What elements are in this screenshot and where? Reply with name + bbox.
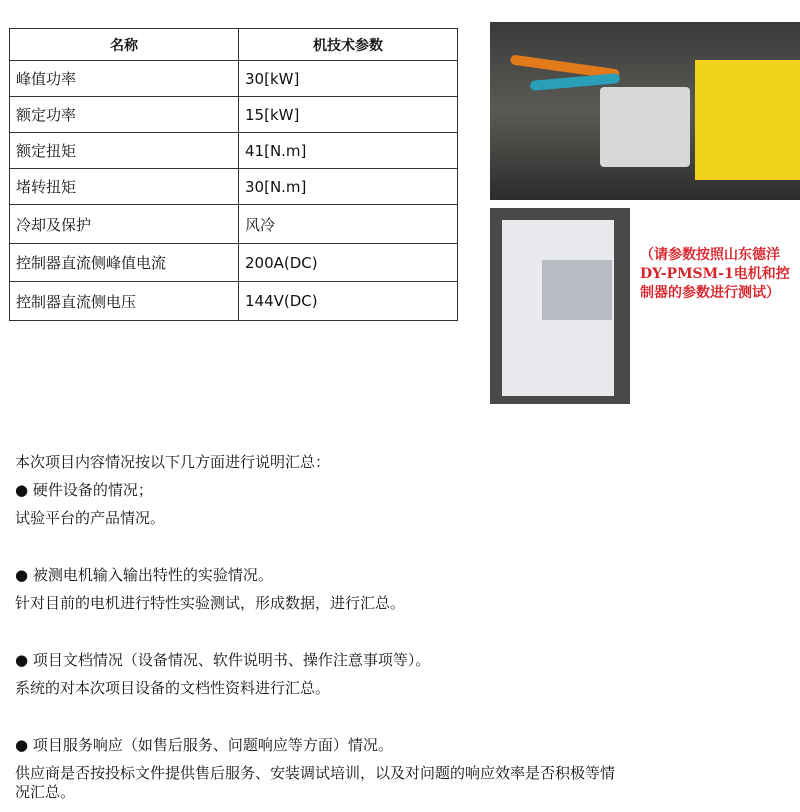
header-params: 机技术参数: [239, 29, 458, 61]
table-row: [10, 169, 458, 205]
controller-photo: [490, 208, 630, 404]
body-line: 供应商是否按投标文件提供售后服务、安装调试培训，以及对问题的响应效率是否积极等情: [15, 764, 616, 782]
cell: 额定扭矩: [10, 133, 239, 169]
table-row: [10, 205, 458, 244]
table-row: [10, 244, 458, 282]
motor-test-bench-photo: [490, 22, 800, 200]
header-name: 名称: [10, 29, 239, 61]
spec-table: [9, 28, 458, 321]
cell: 15[kW]: [239, 97, 458, 133]
bullet-docs: ● 项目文档情况（设备情况、软件说明书、操作注意事项等）。: [15, 651, 431, 669]
cell: 144V(DC): [239, 282, 458, 321]
cell: 额定功率: [10, 97, 239, 133]
table-row: [10, 61, 458, 97]
table-row: [10, 133, 458, 169]
cell: 30[kW]: [239, 61, 458, 97]
body-line: 试验平台的产品情况。: [15, 509, 166, 527]
cell: 堵转扭矩: [10, 169, 239, 205]
cell: 控制器直流侧峰值电流: [10, 244, 239, 282]
cell: 峰值功率: [10, 61, 239, 97]
bullet-motor: ● 被测电机输入输出特性的实验情况。: [15, 566, 273, 584]
body-line: 系统的对本次项目设备的文档性资料进行汇总。: [15, 679, 331, 697]
bullet-service: ● 项目服务响应（如售后服务、问题响应等方面）情况。: [15, 736, 393, 754]
table-row: [10, 97, 458, 133]
cell: 风冷: [239, 205, 458, 244]
cell: 控制器直流侧电压: [10, 282, 239, 321]
cell: 30[N.m]: [239, 169, 458, 205]
bullet-hardware: ● 硬件设备的情况；: [15, 481, 153, 499]
table-row: [10, 282, 458, 321]
table-header: [10, 29, 458, 61]
body-line: 针对目前的电机进行特性实验测试，形成数据，进行汇总。: [15, 594, 406, 612]
cell: 200A(DC): [239, 244, 458, 282]
intro-line: 本次项目内容情况按以下几方面进行说明汇总：: [15, 453, 331, 471]
body-line: 况汇总。: [15, 783, 76, 801]
note-text: （请参数按照山东德洋DY-PMSM-1电机和控制器的参数进行测试）: [640, 247, 790, 301]
cell: 冷却及保护: [10, 205, 239, 244]
cell: 41[N.m]: [239, 133, 458, 169]
